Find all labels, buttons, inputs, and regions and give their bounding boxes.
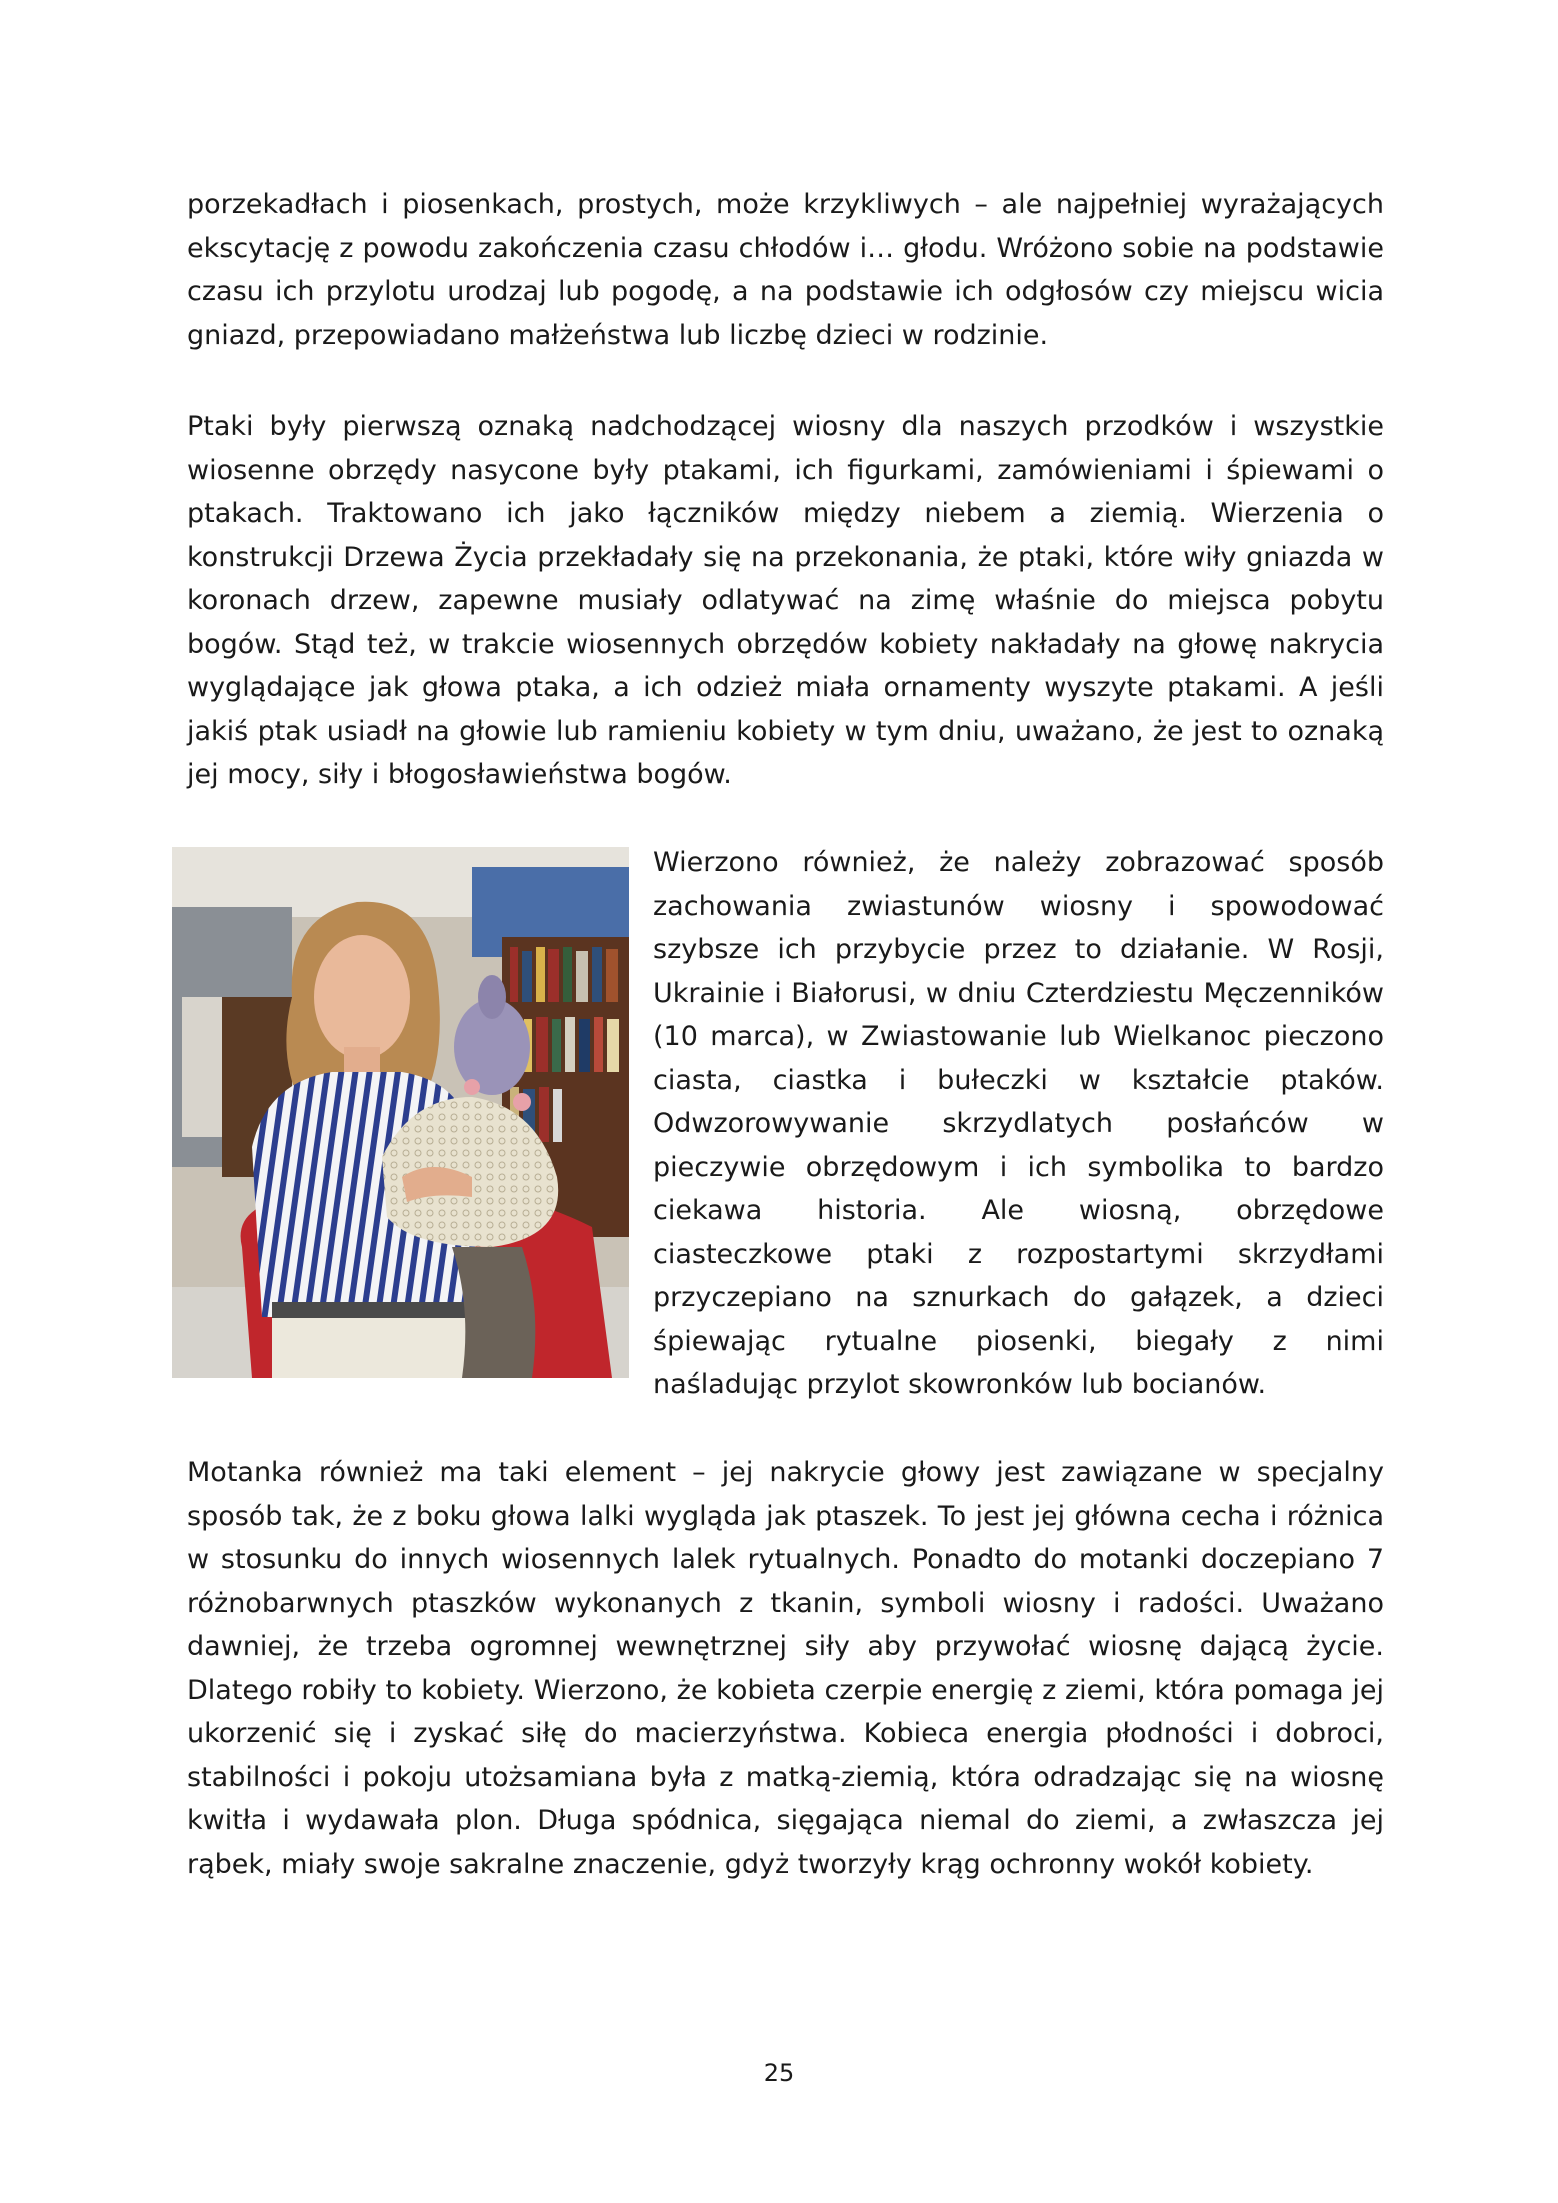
paragraph-1: porzekadłach i piosenkach, prostych, może krzykliwych – ale najpełniej wyrażających ekscytację z powodu zakończenia czasu chłodów i… głodu. Wróżono sobie na podstawie czasu ich przylotu urodzaj lub pogodę, a na podstawie ich odgłosów czy miejscu wicia gniazd, przepowiadano małżeństwa lub liczbę dzieci w rodzinie. — [187, 189, 1384, 351]
paragraph-3: Wierzono również, że należy zobrazować sposób zachowania zwiastunów wiosny i spowodować szybsze ich przybycie przez to działanie. W Rosji, Ukrainie i Białorusi, w dniu Czterdziestu Męczenników (10 marca), w Zwiastowanie lub Wielkanoc pieczono ciasta, ciastka i bułeczki w kształcie ptaków. Odwzorowywanie skrzydlatych posłańców w pieczywie obrzędowym i ich symbolika to bardzo ciekawa historia. Ale wiosną, obrzędowe ciasteczkowe ptaki z rozpostartymi skrzydłami przyczepiano na sznurkach do gałązek, a dzieci śpiewając rytualne piosenki, biegały z nimi naśladując przylot skowronków lub bocianów. — [653, 847, 1384, 1400]
page-number: 25 — [763, 2059, 795, 2087]
paragraph-4: Motanka również ma taki element – jej nakrycie głowy jest zawiązane w specjalny sposób tak, że z boku głowa lalki wygląda jak ptaszek. To jest jej główna cecha i różnica w stosunku do innych wiosennych lalek rytualnych. Ponadto do motanki doczepiano 7 różnobarwnych ptaszków wykonanych z tkanin, symboli wiosny i radości. Uważano dawniej, że trzeba ogromnej wewnętrznej siły aby przywołać wiosnę dającą życie. Dlatego robiły to kobiety. Wierzono, że kobieta czerpie energię z ziemi, która pomaga jej ukorzenić się i zyskać siłę do macierzyństwa. Kobieca energia płodności i dobroci, stabilności i pokoju utożsamiana była z matką-ziemią, która odradzając się na wiosnę kwitła i wydawała plon. Długa spódnica, sięgająca niemal do ziemi, a zwłaszcza jej rąbek, miały swoje sakralne znaczenie, gdyż tworzyły krąg ochronny wokół kobiety. — [187, 1457, 1384, 1880]
paragraph-2: Ptaki były pierwszą oznaką nadchodzącej wiosny dla naszych przodków i wszystkie wiosenne obrzędy nasycone były ptakami, ich figurkami, zamówieniami i śpiewami o ptakach. Traktowano ich jako łączników między niebem a ziemią. Wierzenia o konstrukcji Drzewa Życia przekładały się na przekonania, że ptaki, które wiły gniazda w koronach drzew, zapewne musiały odlatywać na zimę właśnie do miejsca pobytu bogów. Stąd też, w trakcie wiosennych obrzędów kobiety nakładały na głowę nakrycia wyglądające jak głowa ptaka, a ich odzież miała ornamenty wyszyte ptakami. A jeśli jakiś ptak usiadł na głowie lub ramieniu kobiety w tym dniu, uważano, że jest to oznaką jej mocy, siły i błogosławieństwa bogów. — [187, 411, 1384, 790]
photo-woman-with-motanka-doll — [172, 847, 629, 1378]
